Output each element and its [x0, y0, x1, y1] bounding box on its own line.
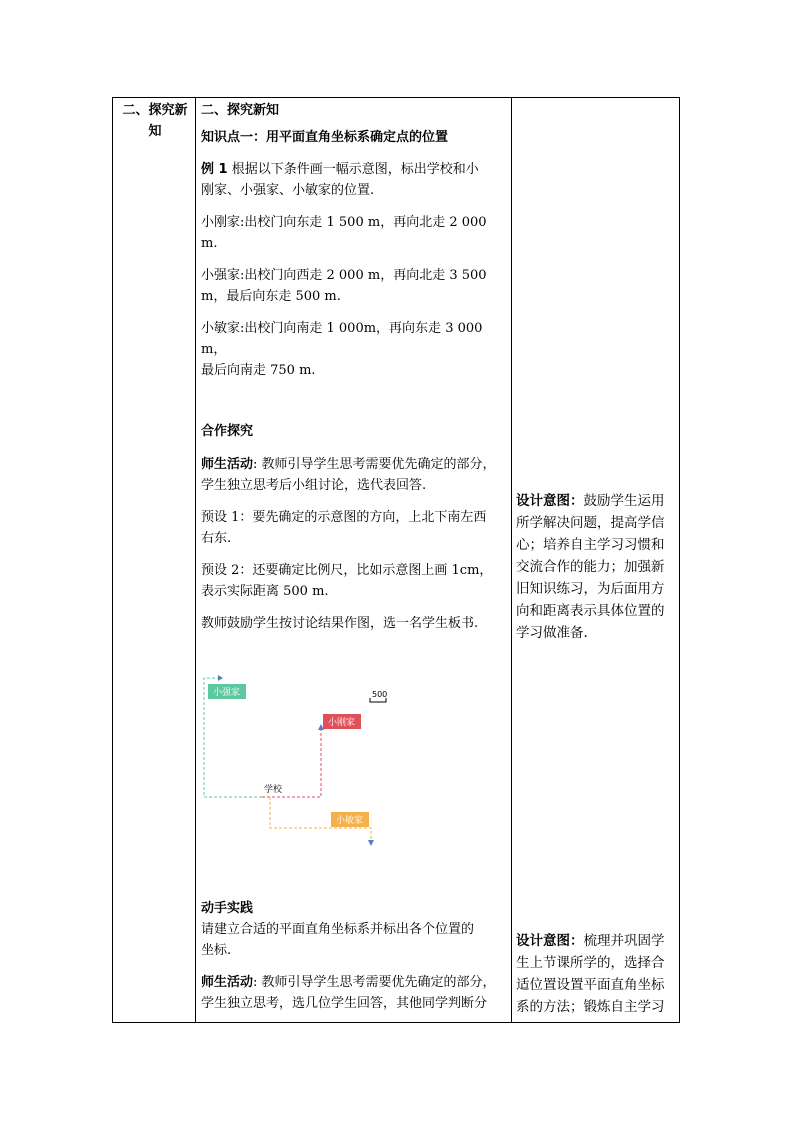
xiaoqiang-directions-2: m，最后向东走 500 m.	[201, 289, 341, 304]
design-intent-1	[516, 490, 676, 644]
design-intent-1-line6: 向和距离表示具体位置的	[516, 603, 665, 619]
teacher-activity-text-1: 教师引导学生思考需要优先确定的部分，	[261, 457, 496, 472]
xiaomin-label: 小敏家	[336, 816, 364, 826]
practice-section	[201, 898, 506, 1014]
teacher-activity-text-2: 学生独立思考后小组讨论，选代表回答.	[201, 478, 427, 493]
practice-line2: 坐标.	[201, 943, 232, 958]
design-intent-1-line2: 所学解决问题，提高学信	[516, 515, 665, 531]
xiaogang-directions: 小刚家:出校门向东走 1 500 m，再向北走 2 000 m.	[201, 215, 487, 251]
encourage-text: 教师鼓励学生按讨论结果作图，选一名学生板书.	[201, 616, 479, 631]
scale-label: 500	[372, 690, 388, 699]
practice-title: 动手实践	[201, 901, 254, 916]
design-intent-2	[516, 930, 676, 1018]
section-heading-cell	[116, 100, 194, 142]
design-intent-1-line7: 学习做准备.	[516, 625, 588, 641]
teacher-activity-1: 师生活动: 教师引导学生思考需要优先确定的部分，	[201, 457, 496, 472]
example-label: 例 1	[201, 162, 228, 177]
design-intent-1-line1: 设计意图：鼓励学生运用	[516, 493, 665, 509]
design-intent-1-line4: 交流合作的能力；加强新	[516, 559, 665, 575]
design-intent-2-line3: 适位置设置平面直角坐标	[516, 977, 665, 993]
preset-2-line2: 表示实际距离 500 m.	[201, 584, 329, 599]
xiaogang-label: 小刚家	[328, 718, 356, 728]
design-intent-2-label: 设计意图：	[516, 933, 584, 949]
xiaoqiang-label: 小强家	[213, 688, 241, 698]
xiaoqiang-arrow-icon	[218, 675, 223, 681]
example-1-line1	[201, 159, 506, 180]
coop-title: 合作探究	[201, 424, 254, 439]
knowledge-point-title: 知识点一：用平面直角坐标系确定点的位置	[201, 130, 449, 145]
design-intent-2-line4: 系的方法；锻炼自主学习	[516, 999, 665, 1015]
main-content-cell	[201, 100, 506, 634]
teacher-activity2-text-1: 教师引导学生思考需要优先确定的部分，	[261, 975, 496, 990]
xiaomin-directions-1: 小敏家:出校门向南走 1 000m，再向东走 3 000 m，	[201, 321, 483, 357]
example-text-1: 根据以下条件画一幅示意图，标出学校和小	[231, 162, 479, 177]
section-heading-line1: 二、探究新	[122, 103, 188, 118]
preset-1-line2: 右东.	[201, 531, 232, 546]
design-intent-2-line1: 设计意图：梳理并巩固学	[516, 933, 665, 949]
xiaoqiang-directions-1: 小强家:出校门向西走 2 000 m，再向北走 3 500	[201, 268, 487, 283]
section-title: 二、探究新知	[201, 103, 280, 118]
xiaomin-arrow-icon	[368, 840, 374, 846]
design-intent-1-line3: 心；培养自主学习习惯和	[516, 537, 665, 553]
preset-2-line1: 预设 2：还要确定比例尺，比如示意图上画 1cm，	[201, 563, 493, 578]
preset-1-line1: 预设 1：要先确定的示意图的方向，上北下南左西	[201, 510, 487, 525]
teacher-activity-label: 师生活动	[201, 457, 254, 472]
column-divider-1	[195, 98, 196, 1022]
example-text-2: 刚家、小强家、小敏家的位置.	[201, 183, 375, 198]
xiaomin-directions-2: 最后向南走 750 m.	[201, 363, 316, 378]
section-heading-line2: 知	[148, 124, 162, 139]
position-diagram	[200, 672, 388, 852]
design-intent-1-line5: 旧知识练习，为后面用方	[516, 581, 665, 597]
teacher-activity2-text-2: 学生独立思考，选几位学生回答，其他同学判断分	[201, 996, 488, 1011]
practice-line1: 请建立合适的平面直角坐标系并标出各个位置的	[201, 922, 475, 937]
design-intent-2-line2: 生上节课所学的，选择合	[516, 955, 665, 971]
teacher-activity2-label: 师生活动	[201, 975, 254, 990]
teacher-activity2-line1: 师生活动: 教师引导学生思考需要优先确定的部分，	[201, 975, 496, 990]
column-divider-2	[511, 98, 512, 1022]
school-label: 学校	[264, 785, 283, 795]
design-intent-1-label: 设计意图：	[516, 493, 584, 509]
